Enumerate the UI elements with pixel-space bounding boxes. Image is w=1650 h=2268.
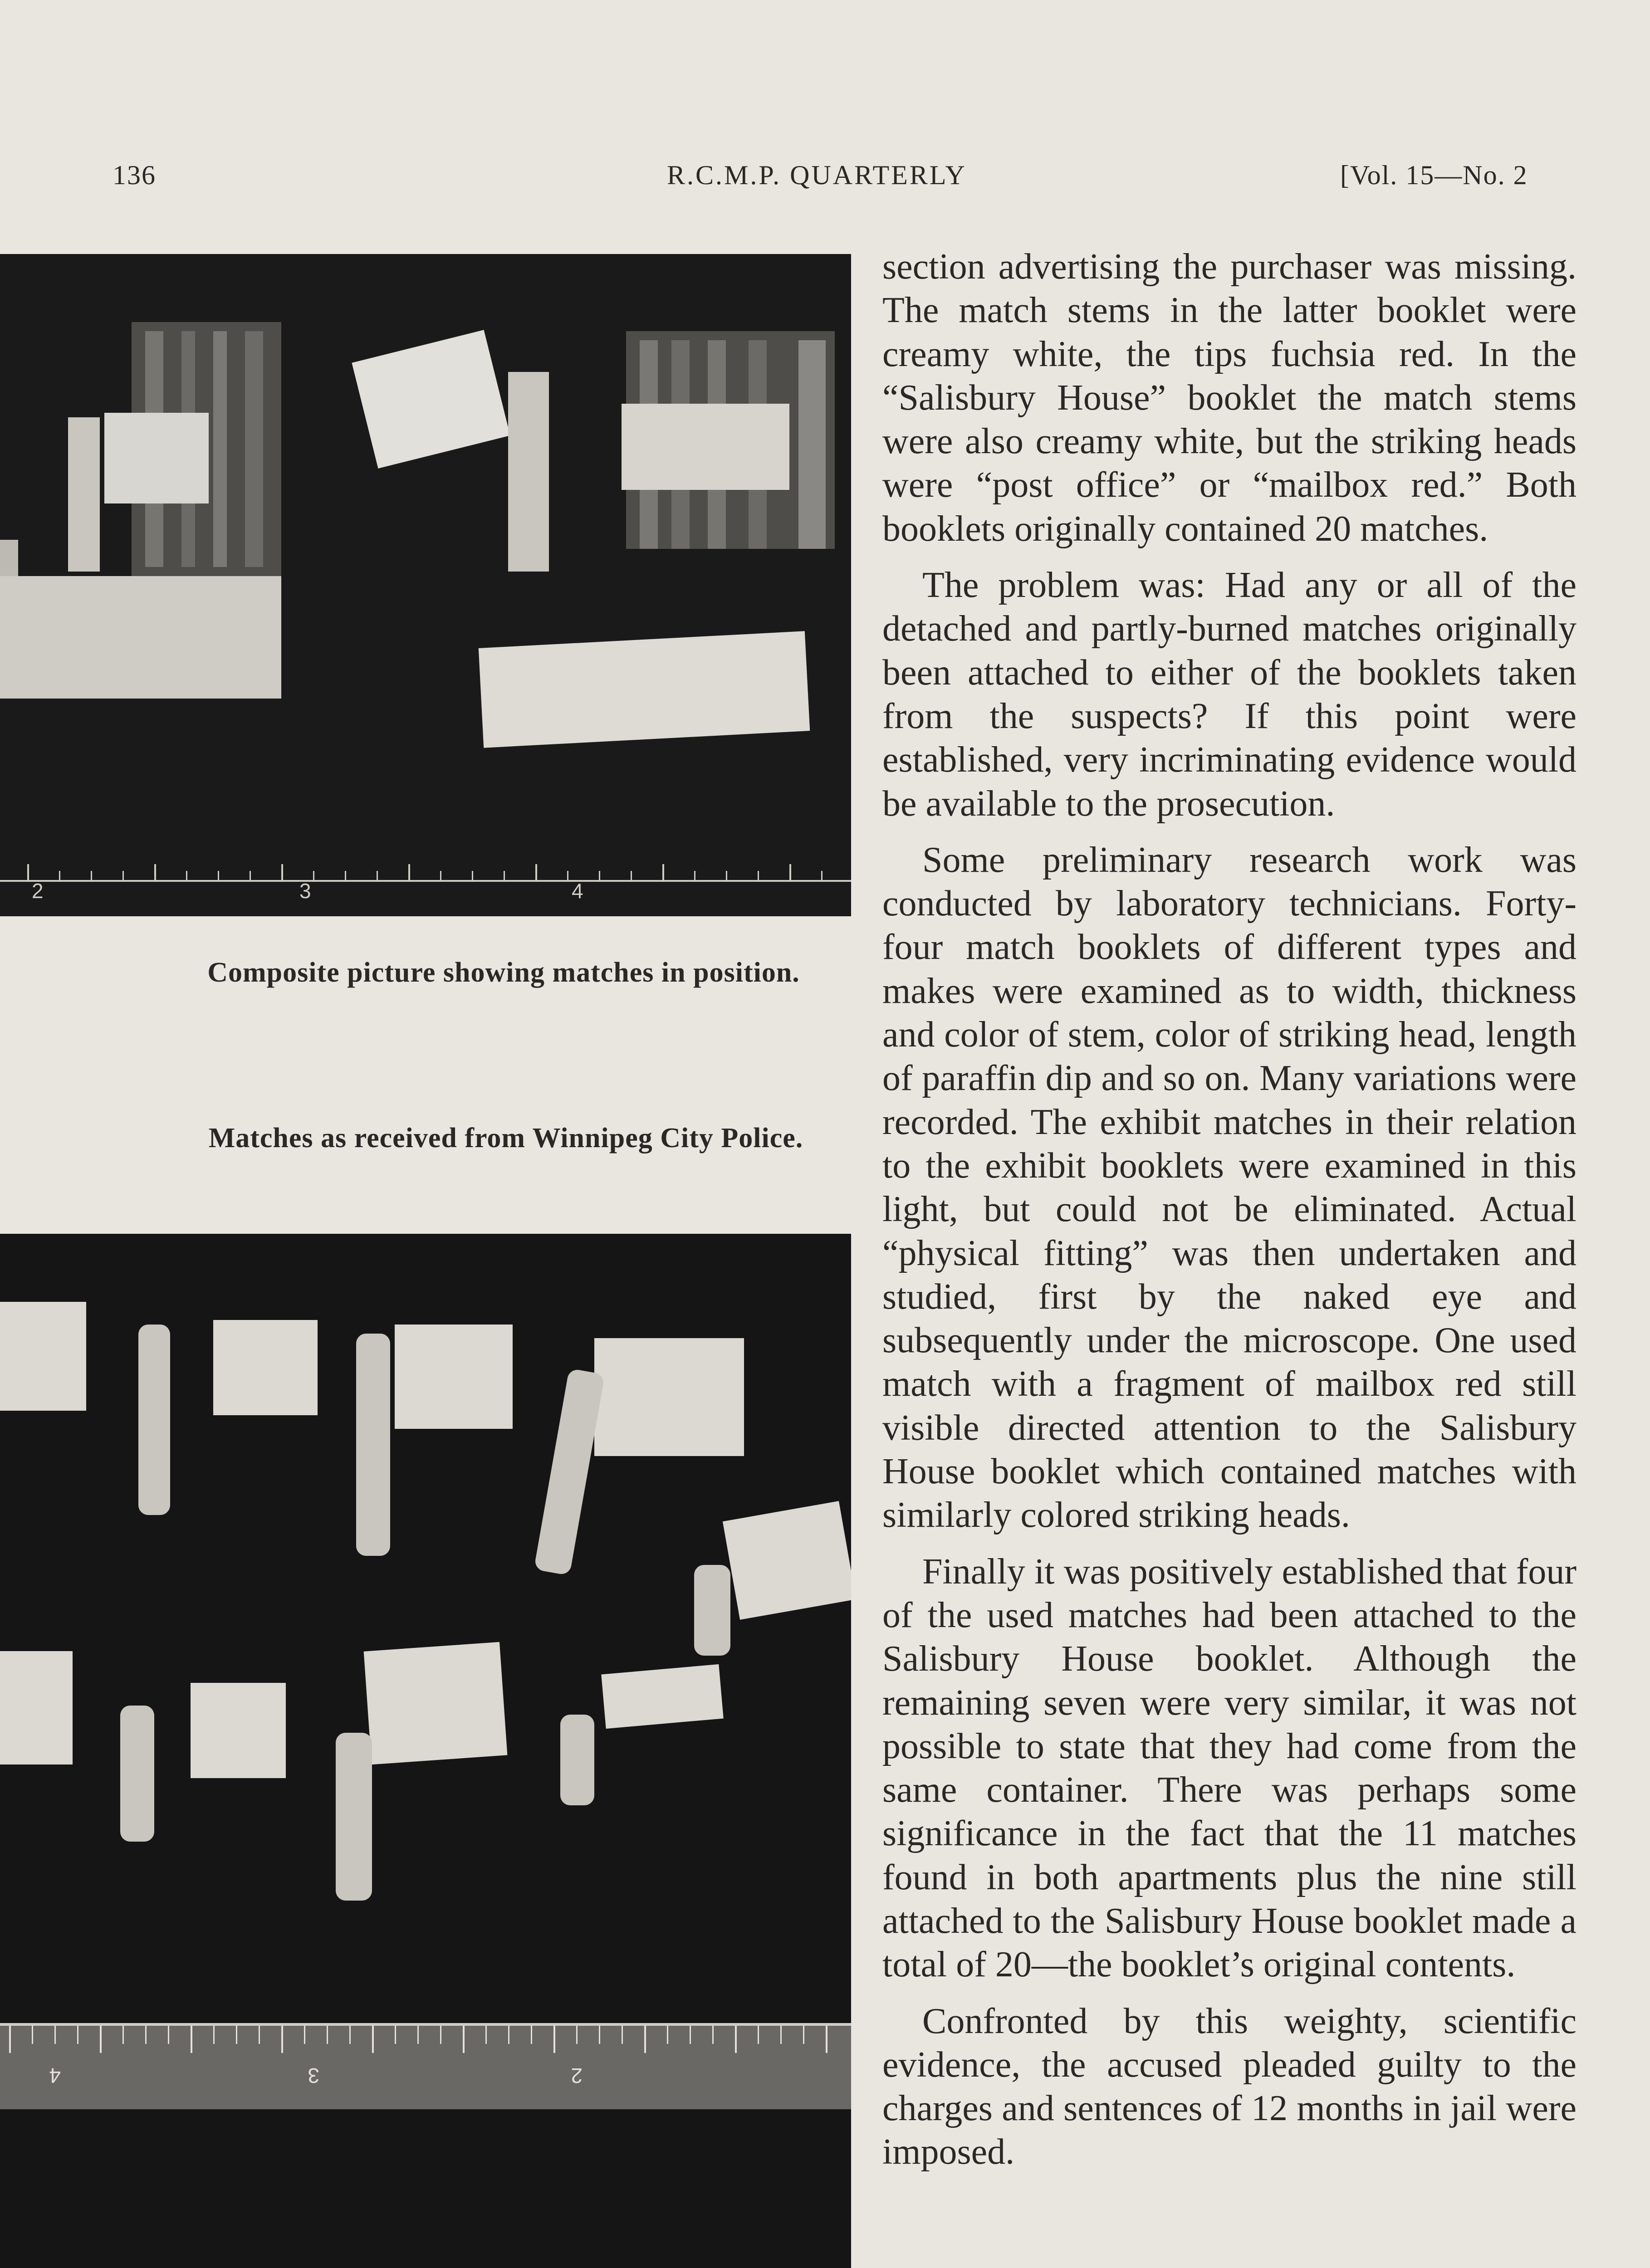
ruler-number: 2 — [571, 2064, 583, 2087]
article-paragraph: Finally it was positively established that four of the used matches had been attached to the Salisbury House booklet. Although the remaining seven were very similar, it was not possible to state that they had come from the same container. There was perhaps some significance in the fact that the 11 matches found in both apartments plus the nine still attached to the Salisbury House booklet made a total of 20—the booklet’s original contents. — [882, 1551, 1577, 1985]
photo-icon — [0, 254, 851, 916]
article-paragraph: Confronted by this weighty, scientific evidence, the accused pleaded guilty to the charges and sentences of 12 months in jail were imposed. — [882, 2001, 1577, 2172]
caption-composite: Composite picture showing matches in position. — [207, 957, 800, 988]
composite-matches-photo — [0, 254, 851, 916]
journal-title: R.C.M.P. QUARTERLY — [667, 160, 967, 190]
received-matches-photo — [0, 1234, 851, 2268]
ruler-number: 3 — [299, 879, 311, 903]
volume-label: [Vol. 15—No. 2 — [1340, 160, 1528, 190]
article-paragraph: section advertising the purchaser was missing. The match stems in the latter booklet were creamy white, the tips fuchsia red. In the “Salisbury House” booklet the match stems were also creamy white, but the striking heads were “post office” or “mailbox red.” Both booklets originally contained 20 matches. — [882, 247, 1577, 549]
ruler-number: 2 — [32, 879, 44, 903]
ruler-number: 4 — [572, 879, 583, 903]
right-booklet-image — [479, 331, 835, 748]
caption-received: Matches as received from Winnipeg City Police. — [208, 1123, 803, 1154]
article-body — [882, 245, 1577, 2187]
ruler-number: 4 — [49, 2064, 61, 2087]
ruler-number: 3 — [308, 2064, 319, 2087]
page-number: 136 — [113, 160, 156, 190]
article-paragraph: The problem was: Had any or all of the detached and partly-burned matches originally been attached to either of the booklets taken from the suspects? If this point were established, very incriminating evidence would be available to the prosecution. — [882, 565, 1577, 824]
photo-icon — [0, 1234, 851, 2268]
article-paragraph: Some preliminary research work was conducted by laboratory technicians. Forty-four match booklets of different types and makes were examined as to width, thickness and color of stem, color of striking head, length of paraffin dip and so on. Many variations were recorded. The exhibit matches in their relation to the exhibit booklets were examined in this light, but could not be eliminated. Actual “physical fitting” was then undertaken and studied, first by the naked eye and subsequently under the microscope. One used match with a fragment of mailbox red still visible directed attention to the Salisbury House booklet which contained matches with similarly colored striking heads. — [882, 840, 1577, 1535]
